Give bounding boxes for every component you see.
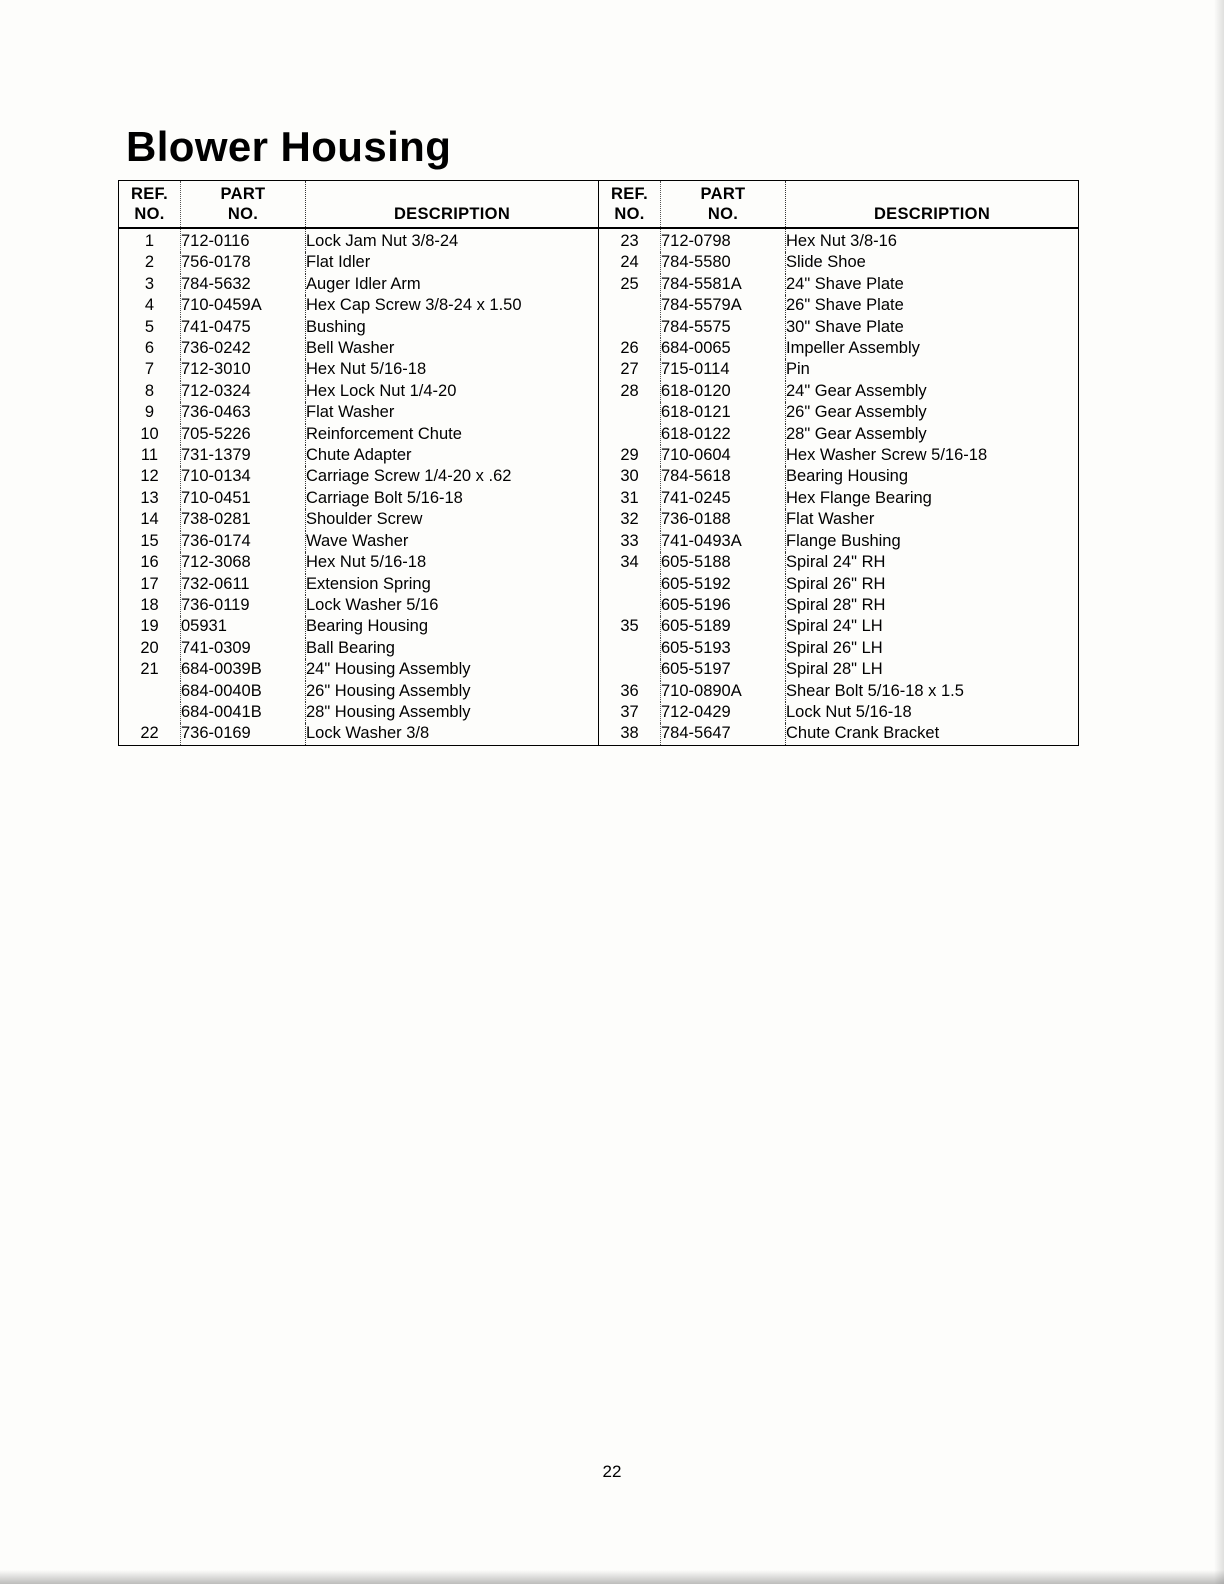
cell-part-no: 736-0463 bbox=[181, 402, 306, 423]
part-header-line1: PART bbox=[700, 185, 746, 203]
ref-header-line1: REF. bbox=[611, 185, 648, 203]
cell-part-no: 741-0475 bbox=[181, 317, 306, 338]
cell-part-no: 684-0039B bbox=[181, 659, 306, 680]
table-row bbox=[119, 466, 1079, 487]
cell-part-no: 784-5618 bbox=[661, 466, 786, 487]
cell-part-no: 741-0493A bbox=[661, 531, 786, 552]
cell-ref-no: 8 bbox=[119, 381, 181, 402]
table-row bbox=[119, 659, 1079, 680]
cell-ref-no: 31 bbox=[599, 488, 661, 509]
cell-part-no: 712-3010 bbox=[181, 359, 306, 380]
cell-ref-no: 6 bbox=[119, 338, 181, 359]
cell-part-no: 784-5647 bbox=[661, 723, 786, 745]
cell-part-no: 684-0041B bbox=[181, 702, 306, 723]
table-row bbox=[119, 295, 1079, 316]
cell-ref-no: 14 bbox=[119, 509, 181, 530]
cell-description: 28" Gear Assembly bbox=[786, 424, 927, 443]
ref-header-line2: NO. bbox=[134, 205, 165, 223]
cell-description: Chute Adapter bbox=[306, 445, 599, 466]
cell-description: 30" Shave Plate bbox=[786, 317, 904, 336]
cell-ref-no: 28 bbox=[599, 381, 661, 402]
table-body bbox=[119, 228, 1079, 745]
cell-ref-no: 23 bbox=[599, 228, 661, 252]
cell-ref-no: 18 bbox=[119, 595, 181, 616]
cell-part-no: 784-5580 bbox=[661, 252, 786, 273]
column-header-description-left bbox=[306, 181, 599, 229]
cell-description: Reinforcement Chute bbox=[306, 424, 599, 445]
cell-ref-no: 20 bbox=[119, 638, 181, 659]
table-row bbox=[119, 424, 1079, 445]
cell-description: Bearing Housing bbox=[786, 467, 908, 486]
cell-part-no: 715-0114 bbox=[661, 359, 786, 380]
cell-part-no: 710-0134 bbox=[181, 466, 306, 487]
cell-description: Hex Nut 5/16-18 bbox=[306, 359, 599, 380]
cell-ref-no: 26 bbox=[599, 338, 661, 359]
ref-header-line2: NO. bbox=[614, 205, 645, 223]
column-header-ref-no-right bbox=[599, 181, 661, 229]
column-header-part-no-left bbox=[181, 181, 306, 229]
cell-part-no: 605-5189 bbox=[661, 616, 786, 637]
part-header-line2: NO. bbox=[707, 205, 739, 223]
cell-part-no: 712-0429 bbox=[661, 702, 786, 723]
cell-part-no: 605-5192 bbox=[661, 574, 786, 595]
cell-part-no: 741-0245 bbox=[661, 488, 786, 509]
cell-description: 28" Housing Assembly bbox=[306, 702, 599, 723]
scan-edge-shadow-right bbox=[1214, 0, 1224, 1584]
cell-ref-no: 9 bbox=[119, 402, 181, 423]
cell-ref-no bbox=[599, 295, 661, 316]
cell-description: Flat Washer bbox=[786, 510, 875, 529]
cell-description: Wave Washer bbox=[306, 531, 599, 552]
cell-description: Spiral 26" RH bbox=[786, 574, 886, 593]
cell-ref-no: 19 bbox=[119, 616, 181, 637]
cell-description: Hex Nut 3/8-16 bbox=[786, 232, 897, 250]
page-title: Blower Housing bbox=[126, 123, 452, 171]
cell-ref-no: 34 bbox=[599, 552, 661, 573]
cell-ref-no: 30 bbox=[599, 466, 661, 487]
cell-part-no: 605-5197 bbox=[661, 659, 786, 680]
cell-ref-no bbox=[119, 681, 181, 702]
ref-header-line1: REF. bbox=[131, 185, 168, 203]
table-row bbox=[119, 317, 1079, 338]
cell-ref-no: 25 bbox=[599, 274, 661, 295]
table-row bbox=[119, 702, 1079, 723]
cell-ref-no: 1 bbox=[119, 228, 181, 252]
cell-description: Bushing bbox=[306, 317, 599, 338]
cell-description: 24" Gear Assembly bbox=[786, 381, 927, 400]
cell-ref-no bbox=[599, 317, 661, 338]
table-row bbox=[119, 488, 1079, 509]
cell-part-no: 710-0604 bbox=[661, 445, 786, 466]
cell-part-no: 712-0116 bbox=[181, 228, 306, 252]
cell-part-no: 784-5579A bbox=[661, 295, 786, 316]
cell-ref-no: 15 bbox=[119, 531, 181, 552]
cell-ref-no: 35 bbox=[599, 616, 661, 637]
cell-description: Lock Washer 3/8 bbox=[306, 723, 599, 745]
cell-description: Ball Bearing bbox=[306, 638, 599, 659]
cell-description: Slide Shoe bbox=[786, 253, 866, 272]
cell-description: Carriage Bolt 5/16-18 bbox=[306, 488, 599, 509]
cell-description: Impeller Assembly bbox=[786, 339, 920, 358]
cell-part-no: 712-0324 bbox=[181, 381, 306, 402]
cell-description: Lock Washer 5/16 bbox=[306, 595, 599, 616]
cell-ref-no bbox=[599, 424, 661, 445]
table-row bbox=[119, 616, 1079, 637]
cell-ref-no: 16 bbox=[119, 552, 181, 573]
table-row bbox=[119, 509, 1079, 530]
cell-part-no: 736-0242 bbox=[181, 338, 306, 359]
table-row bbox=[119, 681, 1079, 702]
description-header-label: DESCRIPTION bbox=[393, 205, 511, 223]
column-header-ref-no-left bbox=[119, 181, 181, 229]
table-row bbox=[119, 723, 1079, 745]
cell-ref-no bbox=[599, 574, 661, 595]
cell-ref-no: 12 bbox=[119, 466, 181, 487]
cell-description: 26" Shave Plate bbox=[786, 296, 904, 315]
cell-part-no: 618-0120 bbox=[661, 381, 786, 402]
table-row bbox=[119, 274, 1079, 295]
cell-part-no: 732-0611 bbox=[181, 574, 306, 595]
cell-description: Spiral 24" LH bbox=[786, 617, 883, 636]
cell-description: Hex Flange Bearing bbox=[786, 488, 932, 507]
cell-ref-no: 5 bbox=[119, 317, 181, 338]
cell-description: Extension Spring bbox=[306, 574, 599, 595]
cell-description: Flat Idler bbox=[306, 252, 599, 273]
cell-part-no: 731-1379 bbox=[181, 445, 306, 466]
cell-ref-no: 7 bbox=[119, 359, 181, 380]
cell-description: Bell Washer bbox=[306, 338, 599, 359]
page-number: 22 bbox=[602, 1462, 622, 1481]
table-row bbox=[119, 252, 1079, 273]
cell-part-no: 705-5226 bbox=[181, 424, 306, 445]
cell-ref-no: 27 bbox=[599, 359, 661, 380]
cell-description: Lock Nut 5/16-18 bbox=[786, 702, 912, 721]
cell-ref-no: 38 bbox=[599, 723, 661, 745]
cell-ref-no: 29 bbox=[599, 445, 661, 466]
cell-part-no: 710-0451 bbox=[181, 488, 306, 509]
table-row bbox=[119, 228, 1079, 252]
cell-part-no: 605-5193 bbox=[661, 638, 786, 659]
cell-description: Pin bbox=[786, 360, 810, 379]
part-header-line1: PART bbox=[220, 185, 266, 203]
cell-part-no: 736-0119 bbox=[181, 595, 306, 616]
cell-ref-no bbox=[599, 638, 661, 659]
cell-part-no: 784-5581A bbox=[661, 274, 786, 295]
scan-edge-shadow-bottom bbox=[0, 1570, 1224, 1584]
cell-ref-no: 10 bbox=[119, 424, 181, 445]
cell-description: 24" Shave Plate bbox=[786, 274, 904, 293]
cell-part-no: 784-5575 bbox=[661, 317, 786, 338]
table-row bbox=[119, 638, 1079, 659]
cell-description: Lock Jam Nut 3/8-24 bbox=[306, 228, 599, 252]
cell-ref-no: 4 bbox=[119, 295, 181, 316]
cell-part-no: 736-0188 bbox=[661, 509, 786, 530]
cell-part-no: 756-0178 bbox=[181, 252, 306, 273]
table-header-row bbox=[119, 181, 1079, 229]
cell-part-no: 05931 bbox=[181, 616, 306, 637]
cell-ref-no: 36 bbox=[599, 681, 661, 702]
cell-description: Hex Washer Screw 5/16-18 bbox=[786, 446, 988, 465]
cell-ref-no bbox=[599, 595, 661, 616]
part-header-line2: NO. bbox=[227, 205, 259, 223]
cell-ref-no: 2 bbox=[119, 252, 181, 273]
cell-part-no: 684-0040B bbox=[181, 681, 306, 702]
cell-part-no: 712-3068 bbox=[181, 552, 306, 573]
cell-ref-no bbox=[119, 702, 181, 723]
table-row bbox=[119, 595, 1079, 616]
cell-ref-no: 11 bbox=[119, 445, 181, 466]
cell-description: Shear Bolt 5/16-18 x 1.5 bbox=[786, 681, 964, 700]
cell-ref-no bbox=[599, 659, 661, 680]
cell-description: Spiral 24" RH bbox=[786, 553, 886, 572]
cell-part-no: 684-0065 bbox=[661, 338, 786, 359]
table-row bbox=[119, 445, 1079, 466]
cell-part-no: 736-0174 bbox=[181, 531, 306, 552]
cell-description: Hex Cap Screw 3/8-24 x 1.50 bbox=[306, 295, 599, 316]
cell-ref-no: 13 bbox=[119, 488, 181, 509]
cell-part-no: 712-0798 bbox=[661, 228, 786, 252]
cell-description: Flat Washer bbox=[306, 402, 599, 423]
table-row bbox=[119, 359, 1079, 380]
table-row bbox=[119, 552, 1079, 573]
cell-description: Hex Lock Nut 1/4-20 bbox=[306, 381, 599, 402]
column-header-description-right bbox=[786, 181, 1079, 229]
cell-part-no: 618-0122 bbox=[661, 424, 786, 445]
description-header-label: DESCRIPTION bbox=[873, 205, 991, 223]
table-row bbox=[119, 402, 1079, 423]
cell-part-no: 741-0309 bbox=[181, 638, 306, 659]
cell-description: 24" Housing Assembly bbox=[306, 659, 599, 680]
cell-ref-no: 24 bbox=[599, 252, 661, 273]
cell-ref-no: 32 bbox=[599, 509, 661, 530]
cell-description: Spiral 28" LH bbox=[786, 660, 883, 679]
cell-ref-no: 37 bbox=[599, 702, 661, 723]
table-row bbox=[119, 531, 1079, 552]
cell-description: Spiral 28" RH bbox=[786, 595, 886, 614]
cell-description: Shoulder Screw bbox=[306, 509, 599, 530]
cell-part-no: 784-5632 bbox=[181, 274, 306, 295]
cell-description: Flange Bushing bbox=[786, 531, 901, 550]
parts-list-table-container bbox=[118, 180, 1078, 746]
cell-part-no: 736-0169 bbox=[181, 723, 306, 745]
column-header-part-no-right bbox=[661, 181, 786, 229]
cell-ref-no bbox=[599, 402, 661, 423]
table-row bbox=[119, 574, 1079, 595]
cell-part-no: 710-0890A bbox=[661, 681, 786, 702]
cell-description: Hex Nut 5/16-18 bbox=[306, 552, 599, 573]
cell-ref-no: 3 bbox=[119, 274, 181, 295]
cell-ref-no: 21 bbox=[119, 659, 181, 680]
cell-ref-no: 17 bbox=[119, 574, 181, 595]
cell-description: 26" Housing Assembly bbox=[306, 681, 599, 702]
cell-description: 26" Gear Assembly bbox=[786, 403, 927, 422]
cell-description: Chute Crank Bracket bbox=[786, 724, 940, 743]
cell-part-no: 605-5188 bbox=[661, 552, 786, 573]
cell-part-no: 738-0281 bbox=[181, 509, 306, 530]
cell-part-no: 605-5196 bbox=[661, 595, 786, 616]
cell-description: Carriage Screw 1/4-20 x .62 bbox=[306, 466, 599, 487]
cell-description: Spiral 26" LH bbox=[786, 638, 883, 657]
cell-ref-no: 22 bbox=[119, 723, 181, 745]
table-row bbox=[119, 338, 1079, 359]
cell-part-no: 710-0459A bbox=[181, 295, 306, 316]
parts-list-table bbox=[118, 180, 1079, 746]
table-header bbox=[119, 181, 1079, 229]
cell-description: Bearing Housing bbox=[306, 616, 599, 637]
table-row bbox=[119, 381, 1079, 402]
cell-description: Auger Idler Arm bbox=[306, 274, 599, 295]
cell-part-no: 618-0121 bbox=[661, 402, 786, 423]
cell-ref-no: 33 bbox=[599, 531, 661, 552]
